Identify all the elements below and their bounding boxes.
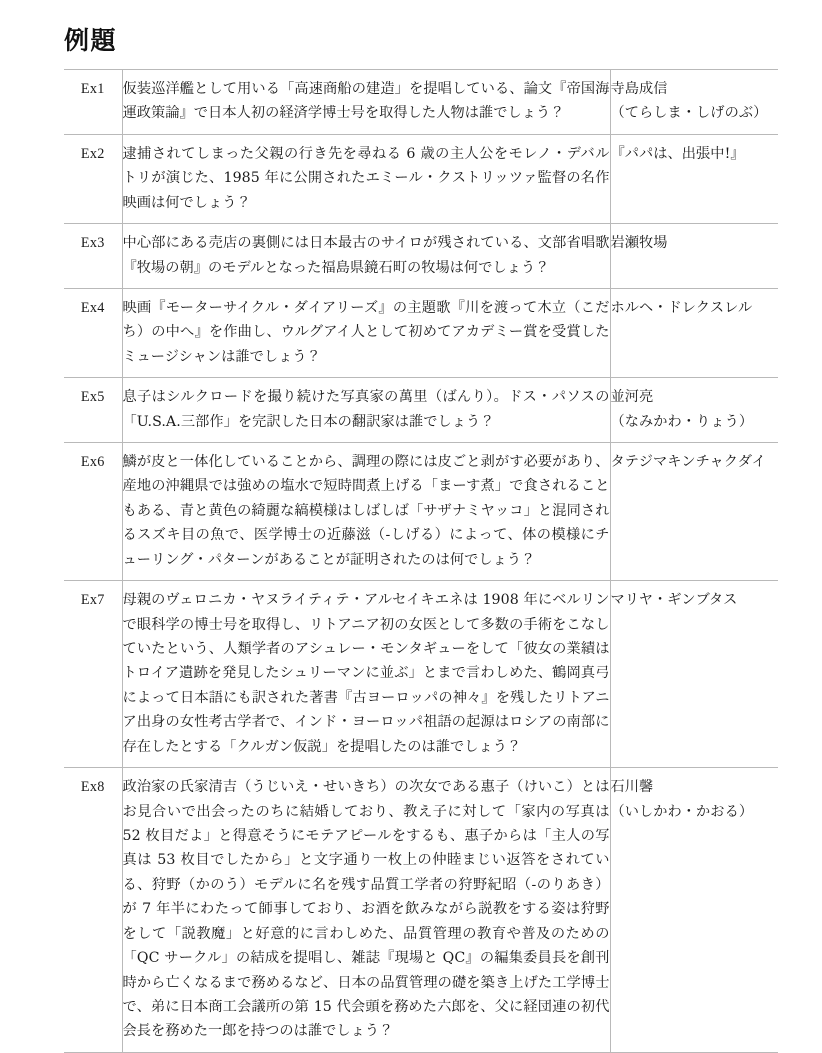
row-question: 母親のヴェロニカ・ヤヌライティテ・アルセイキエネは 1908 年にベルリンで眼科学の博士号を取得し、リトアニア初の女医として多数の手術をこなしていたという、人類学者のアシュレー・モンタギューをして「彼女の業績はトロイア遺跡を発見したシュリーマンに並ぶ」とまで言わしめた、鶴岡真弓によって日本語にも訳された著書『古ヨーロッパの神々』を残したリトアニア出身の女性考古学者で、インド・ヨーロッパ祖語の起源はロシアの南部に存在したとする「クルガン仮説」を提唱したのは誰でしょう？ bbox=[122, 581, 610, 768]
row-answer bbox=[610, 134, 778, 223]
answer-text: 石川馨 bbox=[610, 779, 654, 796]
row-question: 逮捕されてしまった父親の行き先を尋ねる 6 歳の主人公をモレノ・デバルトリが演じた、1985 年に公開されたエミール・クストリッツァ監督の名作映画は何でしょう？ bbox=[122, 134, 610, 223]
table-row bbox=[64, 134, 778, 223]
row-id: Ex6 bbox=[80, 454, 105, 471]
answer-reading: （なみかわ・りょう） bbox=[610, 413, 754, 430]
page-title: 例題 bbox=[64, 26, 118, 55]
table-row bbox=[64, 768, 778, 1053]
row-answer bbox=[610, 288, 778, 377]
answer-reading: （いしかわ・かおる） bbox=[610, 803, 754, 820]
row-question: 政治家の氏家清吉（うじいえ・せいきち）の次女である惠子（けいこ）とはお見合いで出会ったのちに結婚しており、教え子に対して「家内の写真は 52 枚目だよ」と得意そうにモテアピールをするも、惠子からは「主人の写真は 53 枚目でしたから」と文字通り一枚上の仲睦まじい返答をされている、狩野（かのう）モデルに名を残す品質工学者の狩野紀昭（-のりあき）が 7 年半にわたって師事しており、お酒を飲みながら説教をする姿は狩野をして「説教魔」と好意的に言わしめた、品質管理の教育や普及のための「QC サークル」の結成を提唱し、雑誌『現場と QC』の編集委員長を創刊時から亡くなるまで務めるなど、日本の品質管理の礎を築き上げた工学博士で、弟に日本商工会議所の第 15 代会頭を務めた六郎を、父に経団連の初代会長を務めた一郎を持つのは誰でしょう？ bbox=[122, 768, 610, 1053]
row-question: 鱗が皮と一体化していることから、調理の際には皮ごと剥がす必要があり、産地の沖縄県では強めの塩水で短時間煮上げる「まーす煮」で食されることもある、青と黄色の綺麗な縞模様はしばしば「サザナミヤッコ」と混同されるスズキ目の魚で、医学博士の近藤滋（-しげる）によって、体の模様にチューリング・パターンがあることが証明されたのは何でしょう？ bbox=[122, 443, 610, 581]
row-answer bbox=[610, 224, 778, 289]
table-row bbox=[64, 288, 778, 377]
answer-text: タテジマキンチャクダイ bbox=[610, 454, 766, 471]
row-question: 仮装巡洋艦として用いる「高速商船の建造」を提唱している、論文『帝国海運政策論』で日本人初の経済学博士号を取得した人物は誰でしょう？ bbox=[122, 70, 610, 135]
table-row bbox=[64, 70, 778, 135]
answer-text: 岩瀬牧場 bbox=[610, 235, 668, 252]
row-id: Ex3 bbox=[80, 235, 105, 252]
row-id: Ex8 bbox=[80, 779, 105, 796]
answer-text: 寺島成信 bbox=[610, 81, 668, 97]
row-id: Ex1 bbox=[80, 81, 105, 97]
answer-text: 並河亮 bbox=[610, 389, 654, 406]
quiz-table bbox=[64, 69, 778, 1053]
answer-reading: （てらしま・しげのぶ） bbox=[610, 105, 768, 122]
row-question: 映画『モーターサイクル・ダイアリーズ』の主題歌『川を渡って木立（こだち）の中へ』を作曲し、ウルグアイ人として初めてアカデミー賞を受賞したミュージシャンは誰でしょう？ bbox=[122, 288, 610, 377]
row-answer bbox=[610, 581, 778, 768]
row-id: Ex4 bbox=[80, 299, 105, 316]
row-id: Ex5 bbox=[80, 389, 105, 406]
row-question: 息子はシルクロードを撮り続けた写真家の萬里（ばんり）。ドス・パソスの「U.S.A.三部作」を完訳した日本の翻訳家は誰でしょう？ bbox=[122, 378, 610, 443]
table-row bbox=[64, 224, 778, 289]
table-row bbox=[64, 443, 778, 581]
answer-text: マリヤ・ギンブタス bbox=[610, 592, 738, 609]
row-answer bbox=[610, 768, 778, 1053]
answer-text: 『パパは、出張中!』 bbox=[610, 145, 745, 162]
table-row bbox=[64, 581, 778, 768]
quiz-table-body bbox=[64, 70, 778, 1053]
row-id: Ex2 bbox=[80, 145, 105, 162]
row-answer bbox=[610, 378, 778, 443]
row-answer bbox=[610, 443, 778, 581]
row-answer bbox=[610, 70, 778, 135]
row-id: Ex7 bbox=[80, 592, 105, 609]
table-row bbox=[64, 378, 778, 443]
row-question: 中心部にある売店の裏側には日本最古のサイロが残されている、文部省唱歌『牧場の朝』のモデルとなった福島県鏡石町の牧場は何でしょう？ bbox=[122, 224, 610, 289]
answer-text: ホルヘ・ドレクスレル bbox=[610, 299, 753, 316]
